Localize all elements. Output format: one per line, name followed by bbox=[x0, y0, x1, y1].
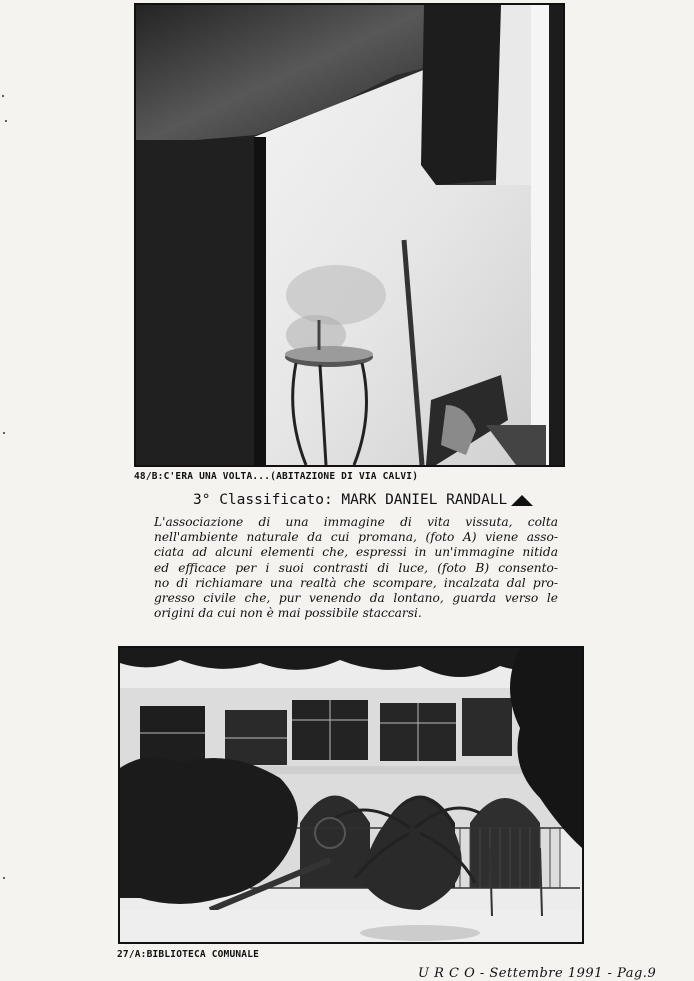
text-line: ed efficace per i suoi contrasti di luce, (foto B) consento- bbox=[154, 560, 558, 575]
text-line: ciata ad alcuni elementi che, espressi in un'immagine nitida bbox=[154, 545, 558, 560]
text-line: no di richiamare una realtà che scompare, incalzata dal pro- bbox=[154, 575, 558, 590]
top-photo bbox=[134, 3, 565, 467]
bottom-photo-caption: 27/A:BIBLIOTECA COMUNALE bbox=[117, 949, 260, 960]
winner-heading bbox=[193, 492, 507, 508]
bottom-photo bbox=[118, 646, 584, 944]
text-line: nell'ambiente naturale da cui promana, (foto A) viene asso- bbox=[154, 530, 558, 545]
page-footer: U R C O - Settembre 1991 - Pag.9 bbox=[418, 966, 657, 981]
place-label: 3° Classificato: bbox=[193, 492, 333, 508]
text-line: gresso civile che, pur venendo da lontano, guarda verso le bbox=[154, 591, 558, 606]
text-line: L'associazione di una immagine di vita vissuta, colta bbox=[154, 515, 558, 529]
top-photo-caption: 48/B:C'ERA UNA VOLTA...(ABITAZIONE DI VIA CALVI) bbox=[134, 471, 419, 482]
triangle-up-icon bbox=[511, 495, 533, 506]
description-paragraph bbox=[154, 515, 558, 621]
text-line: origini da cui non è mai possibile staccarsi. bbox=[154, 606, 422, 621]
winner-name: MARK DANIEL RANDALL bbox=[341, 492, 508, 508]
